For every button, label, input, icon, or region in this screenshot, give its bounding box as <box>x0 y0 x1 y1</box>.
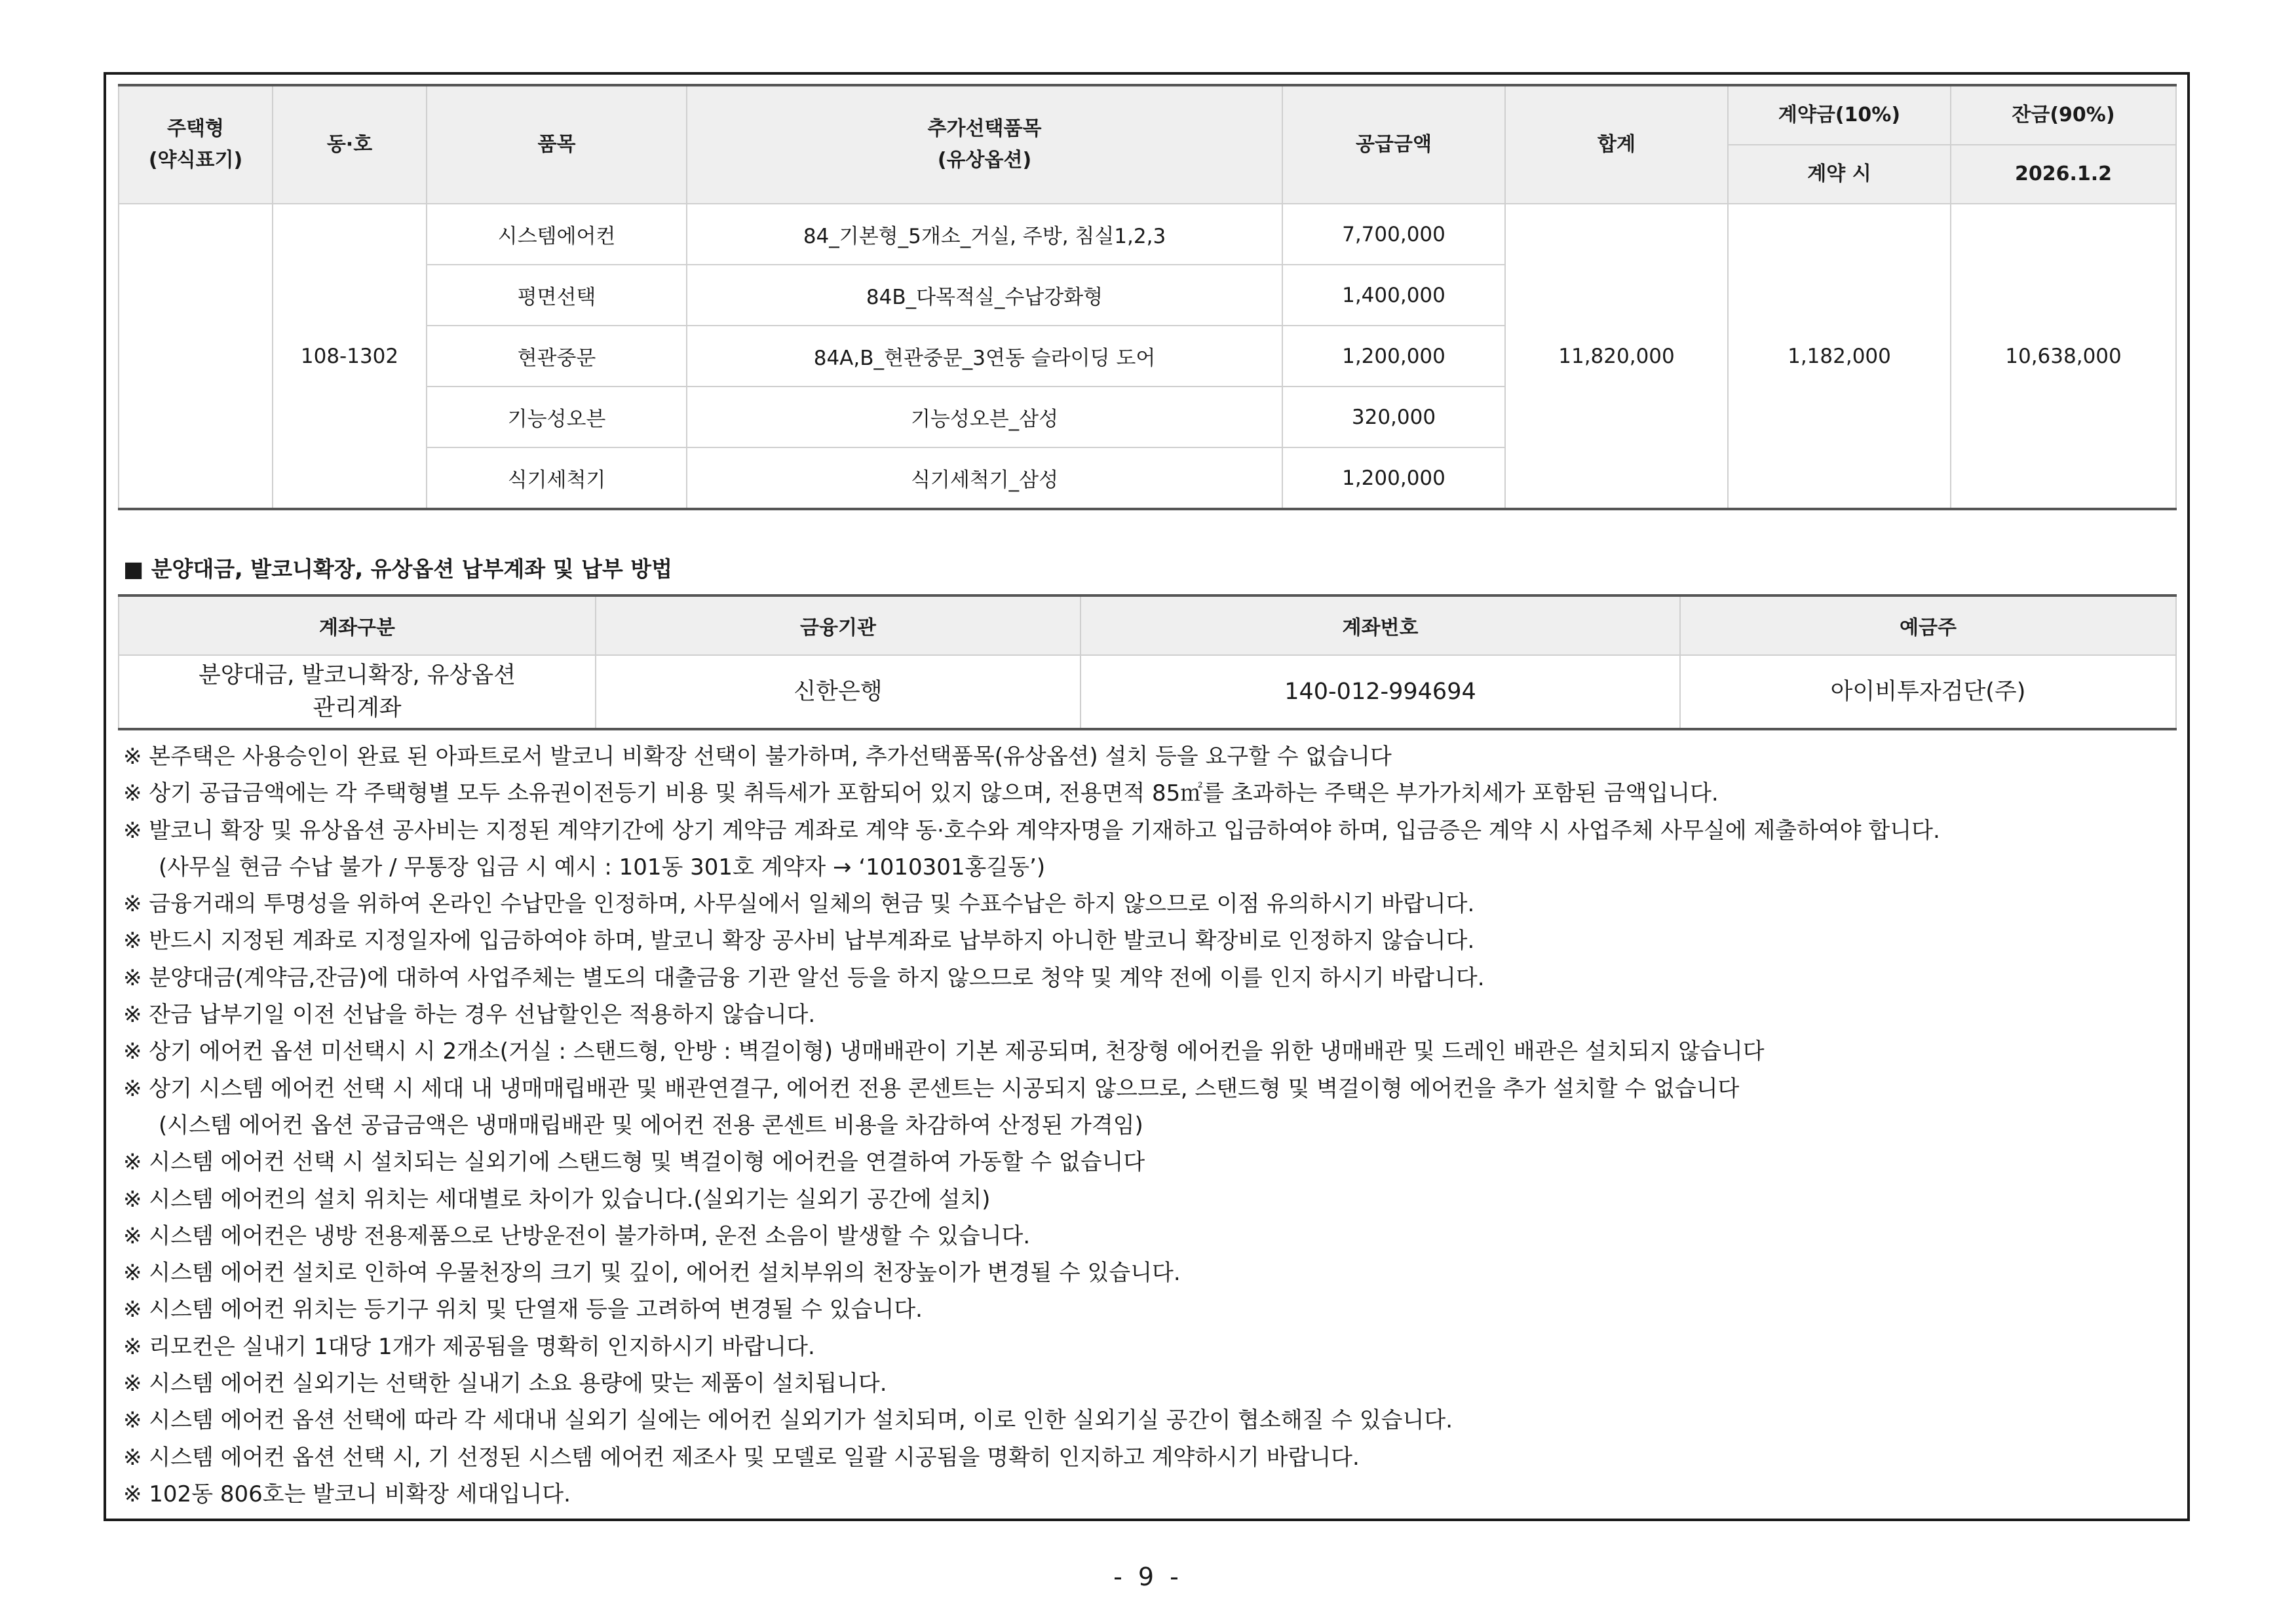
notes-list <box>118 738 2175 1513</box>
deposit-cell: 1,182,000 <box>1728 204 1951 509</box>
option-cell: 84_기본형_5개소_거실, 주방, 침실1,2,3 <box>687 204 1282 265</box>
note-item: ※ 시스템 에어컨은 냉방 전용제품으로 난방운전이 불가하며, 운전 소음이 발생할 수 있습니다. <box>123 1222 1031 1249</box>
header-account-holder: 예금주 <box>1680 595 2176 655</box>
note-item: ※ 잔금 납부기일 이전 선납을 하는 경우 선납할인은 적용하지 않습니다. <box>123 1002 816 1029</box>
price-cell: 320,000 <box>1282 387 1505 447</box>
option-cell: 기능성오븐_삼성 <box>687 387 1282 447</box>
header-total: 합계 <box>1505 85 1728 204</box>
price-cell: 7,700,000 <box>1282 204 1505 265</box>
type-cell <box>119 204 273 509</box>
note-item: ※ 리모컨은 실내기 1대당 1개가 제공됨을 명확히 인지하시기 바랍니다. <box>123 1333 815 1360</box>
total-cell: 11,820,000 <box>1505 204 1728 509</box>
note-item: ※ 반드시 지정된 계좌로 지정일자에 입금하여야 하며, 발코니 확장 공사비 납부계좌로 납부하지 아니한 발코니 확장비로 인정하지 않습니다. <box>123 928 1475 954</box>
note-item: ※ 시스템 에어컨 위치는 등기구 위치 및 단열재 등을 고려하여 변경될 수 있습니다. <box>123 1296 923 1323</box>
note-item: ※ 시스템 에어컨 설치로 인하여 우물천장의 크기 및 깊이, 에어컨 설치부위의 천장높이가 변경될 수 있습니다. <box>123 1260 1181 1287</box>
note-item: (시스템 에어컨 옵션 공급금액은 냉매매립배관 및 에어컨 전용 콘센트 비용을 차감하여 산정된 가격임) <box>159 1112 1143 1139</box>
note-item: ※ 102동 806호는 발코니 비확장 세대입니다. <box>123 1481 571 1507</box>
header-balance-sub: 2026.1.2 <box>1951 145 2176 204</box>
note-item: ※ 상기 공급금액에는 각 주택형별 모두 소유권이전등기 비용 및 취득세가 포함되어 있지 않으며, 전용면적 85㎡를 초과하는 주택은 부가가치세가 포함된 금액입니다. <box>123 780 1719 807</box>
item-cell: 시스템에어컨 <box>427 204 687 265</box>
item-cell: 식기세척기 <box>427 447 687 509</box>
header-deposit-sub: 계약 시 <box>1728 145 1951 204</box>
header-bank: 금융기관 <box>596 595 1081 655</box>
account-row <box>119 655 2176 729</box>
note-item: ※ 시스템 에어컨 선택 시 설치되는 실외기에 스탠드형 및 벽걸이형 에어컨을 연결하여 가동할 수 없습니다 <box>123 1149 1145 1176</box>
header-row-1 <box>119 85 2176 145</box>
note-item: ※ 시스템 에어컨 옵션 선택에 따라 각 세대내 실외기 실에는 에어컨 실외기가 설치되며, 이로 인한 실외기실 공간이 협소해질 수 있습니다. <box>123 1407 1453 1434</box>
header-type: 주택형 (약식표기) <box>119 85 273 204</box>
note-item: ※ 본주택은 사용승인이 완료 된 아파트로서 발코니 비확장 선택이 불가하며, 추가선택품목(유상옵션) 설치 등을 요구할 수 없습니다 <box>123 744 1392 770</box>
page-number: - 9 - <box>1113 1562 1183 1591</box>
table-row <box>119 204 2176 265</box>
account-category-cell: 분양대금, 발코니확장, 유상옵션 관리계좌 <box>119 655 596 729</box>
item-cell: 평면선택 <box>427 265 687 326</box>
account-holder-cell: 아이비투자검단(주) <box>1680 655 2176 729</box>
header-supply-price: 공급금액 <box>1282 85 1505 204</box>
header-option: 추가선택품목 (유상옵션) <box>687 85 1282 204</box>
option-cell: 84B_다목적실_수납강화형 <box>687 265 1282 326</box>
account-number-cell: 140-012-994694 <box>1081 655 1680 729</box>
item-cell: 기능성오븐 <box>427 387 687 447</box>
note-item: ※ 상기 시스템 에어컨 선택 시 세대 내 냉매매립배관 및 배관연결구, 에어컨 전용 콘센트는 시공되지 않으므로, 스탠드형 및 벽걸이형 에어컨을 추가 설치할 수 없습니다 <box>123 1075 1740 1102</box>
price-cell: 1,200,000 <box>1282 326 1505 387</box>
option-cell: 식기세척기_삼성 <box>687 447 1282 509</box>
account-header-row <box>119 595 2176 655</box>
header-dong-ho: 동·호 <box>273 85 427 204</box>
note-item: (사무실 현금 수납 불가 / 무통장 입금 시 예시 : 101동 301호 계약자 → ‘1010301홍길동’) <box>159 854 1046 880</box>
note-item: ※ 발코니 확장 및 유상옵션 공사비는 지정된 계약기간에 상기 계약금 계좌로 계약 동·호수와 계약자명을 기재하고 입금하여야 하며, 입금증은 계약 시 사업주체 사무실에 제출하여야 합니다. <box>123 817 1940 844</box>
header-item: 품목 <box>427 85 687 204</box>
price-cell: 1,200,000 <box>1282 447 1505 509</box>
balance-cell: 10,638,000 <box>1951 204 2176 509</box>
note-item: ※ 금융거래의 투명성을 위하여 온라인 수납만을 인정하며, 사무실에서 일체의 현금 및 수표수납은 하지 않으므로 이점 유의하시기 바랍니다. <box>123 891 1475 918</box>
header-balance: 잔금(90%) <box>1951 85 2176 145</box>
header-deposit: 계약금(10%) <box>1728 85 1951 145</box>
note-item: ※ 시스템 에어컨 옵션 선택 시, 기 선정된 시스템 에어컨 제조사 및 모델로 일괄 시공됨을 명확히 인지하고 계약하시기 바랍니다. <box>123 1444 1360 1471</box>
note-item: ※ 분양대금(계약금,잔금)에 대하여 사업주체는 별도의 대출금융 기관 알선 등을 하지 않으므로 청약 및 계약 전에 이를 인지 하시기 바랍니다. <box>123 964 1485 991</box>
account-table <box>118 594 2177 730</box>
option-price-table <box>118 84 2177 510</box>
content-area <box>118 84 2175 1513</box>
option-cell: 84A,B_현관중문_3연동 슬라이딩 도어 <box>687 326 1282 387</box>
bank-cell: 신한은행 <box>596 655 1081 729</box>
note-item: ※ 시스템 에어컨의 설치 위치는 세대별로 차이가 있습니다.(실외기는 실외기 공간에 설치) <box>123 1186 991 1213</box>
section-title: ■ 분양대금, 발코니확장, 유상옵션 납부계좌 및 납부 방법 <box>123 556 672 582</box>
price-cell: 1,400,000 <box>1282 265 1505 326</box>
unit-cell: 108-1302 <box>273 204 427 509</box>
note-item: ※ 상기 에어컨 옵션 미선택시 시 2개소(거실 : 스탠드형, 안방 : 벽걸이형) 냉매배관이 기본 제공되며, 천장형 에어컨을 위한 냉매배관 및 드레인 배관은 설치되지 않습니다 <box>123 1038 1765 1065</box>
header-account-category: 계좌구분 <box>119 595 596 655</box>
header-account-number: 계좌번호 <box>1081 595 1680 655</box>
page-frame <box>104 72 2190 1521</box>
item-cell: 현관중문 <box>427 326 687 387</box>
note-item: ※ 시스템 에어컨 실외기는 선택한 실내기 소요 용량에 맞는 제품이 설치됩니다. <box>123 1370 887 1397</box>
